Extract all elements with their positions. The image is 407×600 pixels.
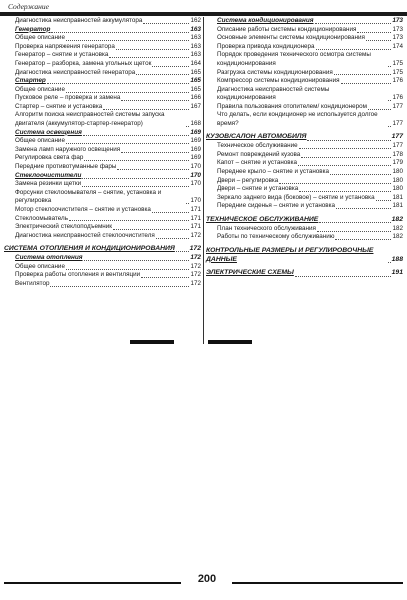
toc-entry-page: 177 [392,142,403,150]
toc-entry-title: Регулировка света фар [15,154,84,162]
toc-leader-dots [376,200,392,201]
toc-entry-title: Замена резинки щетки [15,180,82,188]
toc-entry-title: Порядок проведения технического осмотра системы кондиционирования [217,51,371,67]
toc-leader-dots [299,191,391,192]
toc-entry [4,146,201,155]
toc-entry [4,254,201,263]
toc-entry-title: Диагностика неисправностей системы кондиционирования [217,85,330,102]
toc-entry-page: 191 [391,269,403,277]
toc-leader-dots [66,269,190,270]
toc-entry-page: 166 [190,94,201,102]
toc-entry-title: Генератор [15,25,51,33]
toc-leader-dots [334,74,392,75]
toc-entry [4,129,201,138]
toc-entry-title: Стеклоочистители [15,171,82,179]
toc-entry [206,86,403,103]
toc-leader-dots [66,40,190,41]
toc-entry-title: Проверка напряжения генератора [15,42,115,50]
toc-entry [4,280,201,289]
toc-entry-page: 182 [392,233,403,241]
toc-entry [206,34,403,43]
toc-entry [4,94,201,103]
toc-entry-page: 172 [190,271,201,279]
toc-entry-page: 172 [189,245,201,253]
toc-entry-title: Передние сиденья – снятие и установка [217,202,336,210]
toc-entry [206,26,403,35]
toc-entry-page: 172 [190,254,201,262]
toc-entry [4,206,201,215]
toc-entry-page: 170 [190,180,201,188]
toc-entry [4,163,201,172]
toc-entry [206,151,403,160]
toc-entry-page: 165 [190,85,201,93]
toc-leader-dots [117,169,189,170]
toc-leader-dots [357,32,391,33]
toc-entry-page: 169 [190,128,201,136]
toc-entry-page: 169 [190,145,201,153]
toc-left-column [4,17,201,288]
toc-entry-title: Генератор – разборка, замена угольных щеток [15,59,152,67]
toc-entry-title: ЭЛЕКТРИЧЕСКИЕ СХЕМЫ [206,269,294,277]
toc-entry-title: Алгоритм поиска неисправностей системы запуска двигателя (аккумулятор-стартер-генератор) [15,111,165,128]
toc-leader-dots [301,157,391,158]
toc-entry-title: Система освещения [15,128,82,136]
toc-entry [4,154,201,163]
toc-entry [4,263,201,272]
toc-entry [206,233,403,242]
toc-entry [206,185,403,194]
toc-leader-dots [113,229,189,230]
toc-entry-page: 181 [392,202,403,210]
toc-entry-title: Стартер – снятие и установка [15,102,103,110]
toc-entry-title: Передние противотуманные фары [15,162,117,170]
toc-entry-page: 182 [391,215,403,223]
toc-leader-dots [121,152,189,153]
toc-entry-page: 174 [392,42,403,50]
toc-leader-dots [156,238,190,239]
toc-entry-title: Что делать, если кондиционер не используется долгое время? [217,111,378,127]
toc-entry [4,223,201,232]
toc-entry-page: 177 [392,102,403,110]
toc-entry-page: 169 [190,137,201,145]
toc-leader-dots [152,66,189,67]
toc-leader-dots [50,286,189,287]
toc-entry-page: 180 [392,167,403,175]
divider-dash [208,340,252,344]
toc-entry-page: 172 [190,262,201,270]
toc-leader-dots [152,212,190,213]
toc-entry [4,77,201,86]
toc-leader-dots [341,83,392,84]
toc-leader-dots [335,239,391,240]
toc-entry [4,69,201,78]
toc-entry-page: 171 [190,214,201,222]
toc-entry-title: Общее описание [15,262,65,270]
toc-entry-title: Двери – снятие и установка [217,185,299,193]
toc-entry [206,269,403,278]
toc-entry [4,111,201,128]
toc-entry [206,133,403,142]
footer-rule-left [4,582,181,584]
toc-leader-dots [47,83,190,84]
toc-entry [4,215,201,224]
toc-entry [4,245,201,254]
toc-entry-title: Замена ламп наружного освещения [15,145,121,153]
toc-entry [206,51,403,68]
toc-entry [206,247,403,265]
toc-leader-dots [307,140,390,141]
toc-entry [206,225,403,234]
toc-entry [206,216,403,225]
toc-entry-page: 165 [190,68,201,76]
toc-leader-dots [66,143,190,144]
toc-entry [206,111,403,128]
toc-leader-dots [109,57,189,58]
toc-entry-page: 164 [190,59,201,67]
toc-leader-dots [103,109,189,110]
toc-entry-page: 163 [190,34,201,42]
column-divider [203,17,204,344]
running-header: Содержание [8,2,49,11]
toc-entry-page: 168 [190,120,201,128]
toc-entry [206,177,403,186]
toc-entry-title: Система кондиционирования [217,17,314,24]
toc-leader-dots [368,109,392,110]
toc-entry-title: Компрессор системы кондиционирования [217,77,340,85]
toc-leader-dots [388,66,391,67]
toc-entry [206,159,403,168]
toc-leader-dots [84,260,190,261]
toc-leader-dots [186,126,189,127]
toc-entry-title: Вентилятор [15,279,50,287]
toc-entry-title: Техническое обслуживание [217,142,298,150]
toc-entry-title: Генератор – снятие и установка [15,51,109,59]
toc-leader-dots [136,74,189,75]
toc-entry [206,69,403,78]
toc-entry-page: 165 [190,77,201,85]
toc-entry-title: КУЗОВ/САЛОН АВТОМОБИЛЯ [206,133,307,141]
toc-entry-page: 172 [190,231,201,239]
toc-entry [4,17,201,26]
toc-leader-dots [186,203,189,204]
toc-entry [206,202,403,211]
header-rule [0,12,407,16]
toc-entry-title: Диагностика неисправностей стеклоочистителя [15,231,155,239]
toc-entry [4,86,201,95]
toc-entry [4,137,201,146]
toc-entry-page: 172 [190,279,201,287]
toc-leader-dots [366,40,392,41]
toc-entry [206,17,403,26]
toc-entry-title: Диагностика неисправностей аккумулятора [15,17,143,24]
toc-entry-title: План технического обслуживания [217,224,316,232]
toc-entry-title: Проверка работы отопления и вентиляции [15,271,141,279]
toc-entry [4,172,201,181]
toc-entry-title: Пусковое реле – проверка и замена [15,94,121,102]
toc-entry-title: ТЕХНИЧЕСКОЕ ОБСЛУЖИВАНИЕ [206,215,319,223]
toc-leader-dots [388,126,391,127]
toc-entry-title: СИСТЕМА ОТОПЛЕНИЯ И КОНДИЦИОНИРОВАНИЯ [4,245,175,253]
toc-entry-title: Проверка привода кондиционера [217,42,315,50]
toc-entry-title: Общее описание [15,85,65,93]
toc-entry-page: 175 [392,59,403,67]
toc-leader-dots [295,276,391,277]
toc-entry-title: Описание работы системы кондиционирования [217,25,357,33]
toc-entry-title: Диагностика неисправностей генератора [15,68,136,76]
toc-leader-dots [116,49,190,50]
toc-entry-title: Форсунки стеклоомывателя – снятие, установка и регулировка [15,188,162,205]
toc-entry-page: 173 [392,17,403,24]
toc-entry [4,232,201,241]
toc-entry-title: Общее описание [15,34,65,42]
toc-entry-title: Правила пользования отопителем/ кондиционером [217,102,367,110]
toc-entry [206,194,403,203]
toc-entry [206,168,403,177]
toc-leader-dots [388,262,391,263]
toc-entry-title: Ремонт повреждений кузова [217,150,301,158]
toc-entry-page: 181 [392,193,403,201]
toc-entry [4,60,201,69]
toc-entry-page: 175 [392,68,403,76]
toc-leader-dots [51,32,189,33]
toc-entry-page: 163 [190,51,201,59]
toc-leader-dots [84,160,189,161]
toc-entry-title: Основные элементы системы кондиционирования [217,34,365,42]
toc-entry-title: Зеркало заднего вида (боковое) – снятие и установка [217,193,375,201]
toc-leader-dots [176,251,189,252]
toc-entry-page: 182 [392,224,403,232]
toc-entry-page: 169 [190,154,201,162]
toc-entry-title: КОНТРОЛЬНЫЕ РАЗМЕРЫ И РЕГУЛИРОВОЧНЫЕ ДАННЫЕ [206,246,374,263]
toc-entry-page: 162 [190,17,201,24]
toc-entry-title: Капот – снятие и установка [217,159,298,167]
toc-entry-title: Стартер [15,77,46,85]
toc-leader-dots [143,23,189,24]
toc-entry-page: 163 [190,25,201,33]
toc-entry-page: 170 [190,197,201,205]
toc-entry-page: 180 [392,185,403,193]
toc-entry-page: 178 [392,150,403,158]
toc-entry-title: Разгрузка системы кондиционирования [217,68,333,76]
toc-leader-dots [83,135,189,136]
toc-entry [4,26,201,35]
toc-entry-title: Электрический стеклоподъемник [15,223,113,231]
toc-right-column [206,17,403,278]
toc-entry-page: 176 [392,77,403,85]
toc-entry [4,43,201,52]
toc-leader-dots [316,49,392,50]
toc-leader-dots [82,186,189,187]
toc-entry-page: 167 [190,102,201,110]
toc-leader-dots [388,100,391,101]
toc-entry-page: 170 [190,162,201,170]
toc-entry-title: Стеклоомыватель [15,214,68,222]
toc-entry [4,34,201,43]
toc-entry-page: 171 [190,205,201,213]
toc-entry [206,43,403,52]
toc-entry [4,51,201,60]
toc-entry-title: Мотор стеклоочистителя – снятие и установка [15,205,151,213]
toc-entry [4,180,201,189]
toc-entry-title: Работы по техническому обслуживанию [217,233,335,241]
toc-leader-dots [317,231,392,232]
toc-leader-dots [121,100,189,101]
toc-leader-dots [66,92,190,93]
toc-entry-page: 171 [190,223,201,231]
toc-entry-title: Общее описание [15,137,65,145]
toc-entry-page: 173 [392,25,403,33]
toc-leader-dots [315,23,392,24]
toc-entry-page: 163 [190,42,201,50]
toc-entry-page: 176 [392,94,403,102]
page-number: 200 [197,573,217,585]
toc-entry [206,103,403,112]
toc-entry [4,271,201,280]
toc-entry-page: 173 [392,34,403,42]
toc-leader-dots [141,277,189,278]
toc-entry-page: 177 [392,119,403,127]
toc-leader-dots [319,222,390,223]
toc-entry-page: 180 [392,176,403,184]
toc-entry-page: 188 [391,255,403,263]
toc-leader-dots [279,183,391,184]
toc-entry [206,142,403,151]
divider-dash [130,340,174,344]
toc-leader-dots [298,165,391,166]
toc-leader-dots [299,148,392,149]
toc-entry-page: 179 [392,159,403,167]
toc-entry [4,189,201,206]
toc-leader-dots [82,178,189,179]
toc-leader-dots [69,220,189,221]
toc-entry-title: Система отопления [15,254,83,262]
toc-leader-dots [336,208,391,209]
toc-leader-dots [330,174,391,175]
toc-entry-page: 170 [190,171,201,179]
footer-rule-right [232,582,403,584]
toc-entry-title: Двери – регулировка [217,176,279,184]
toc-entry-page: 177 [391,133,403,141]
toc-entry-title: Переднее крыло – снятие и установка [217,167,330,175]
toc-entry [206,77,403,86]
